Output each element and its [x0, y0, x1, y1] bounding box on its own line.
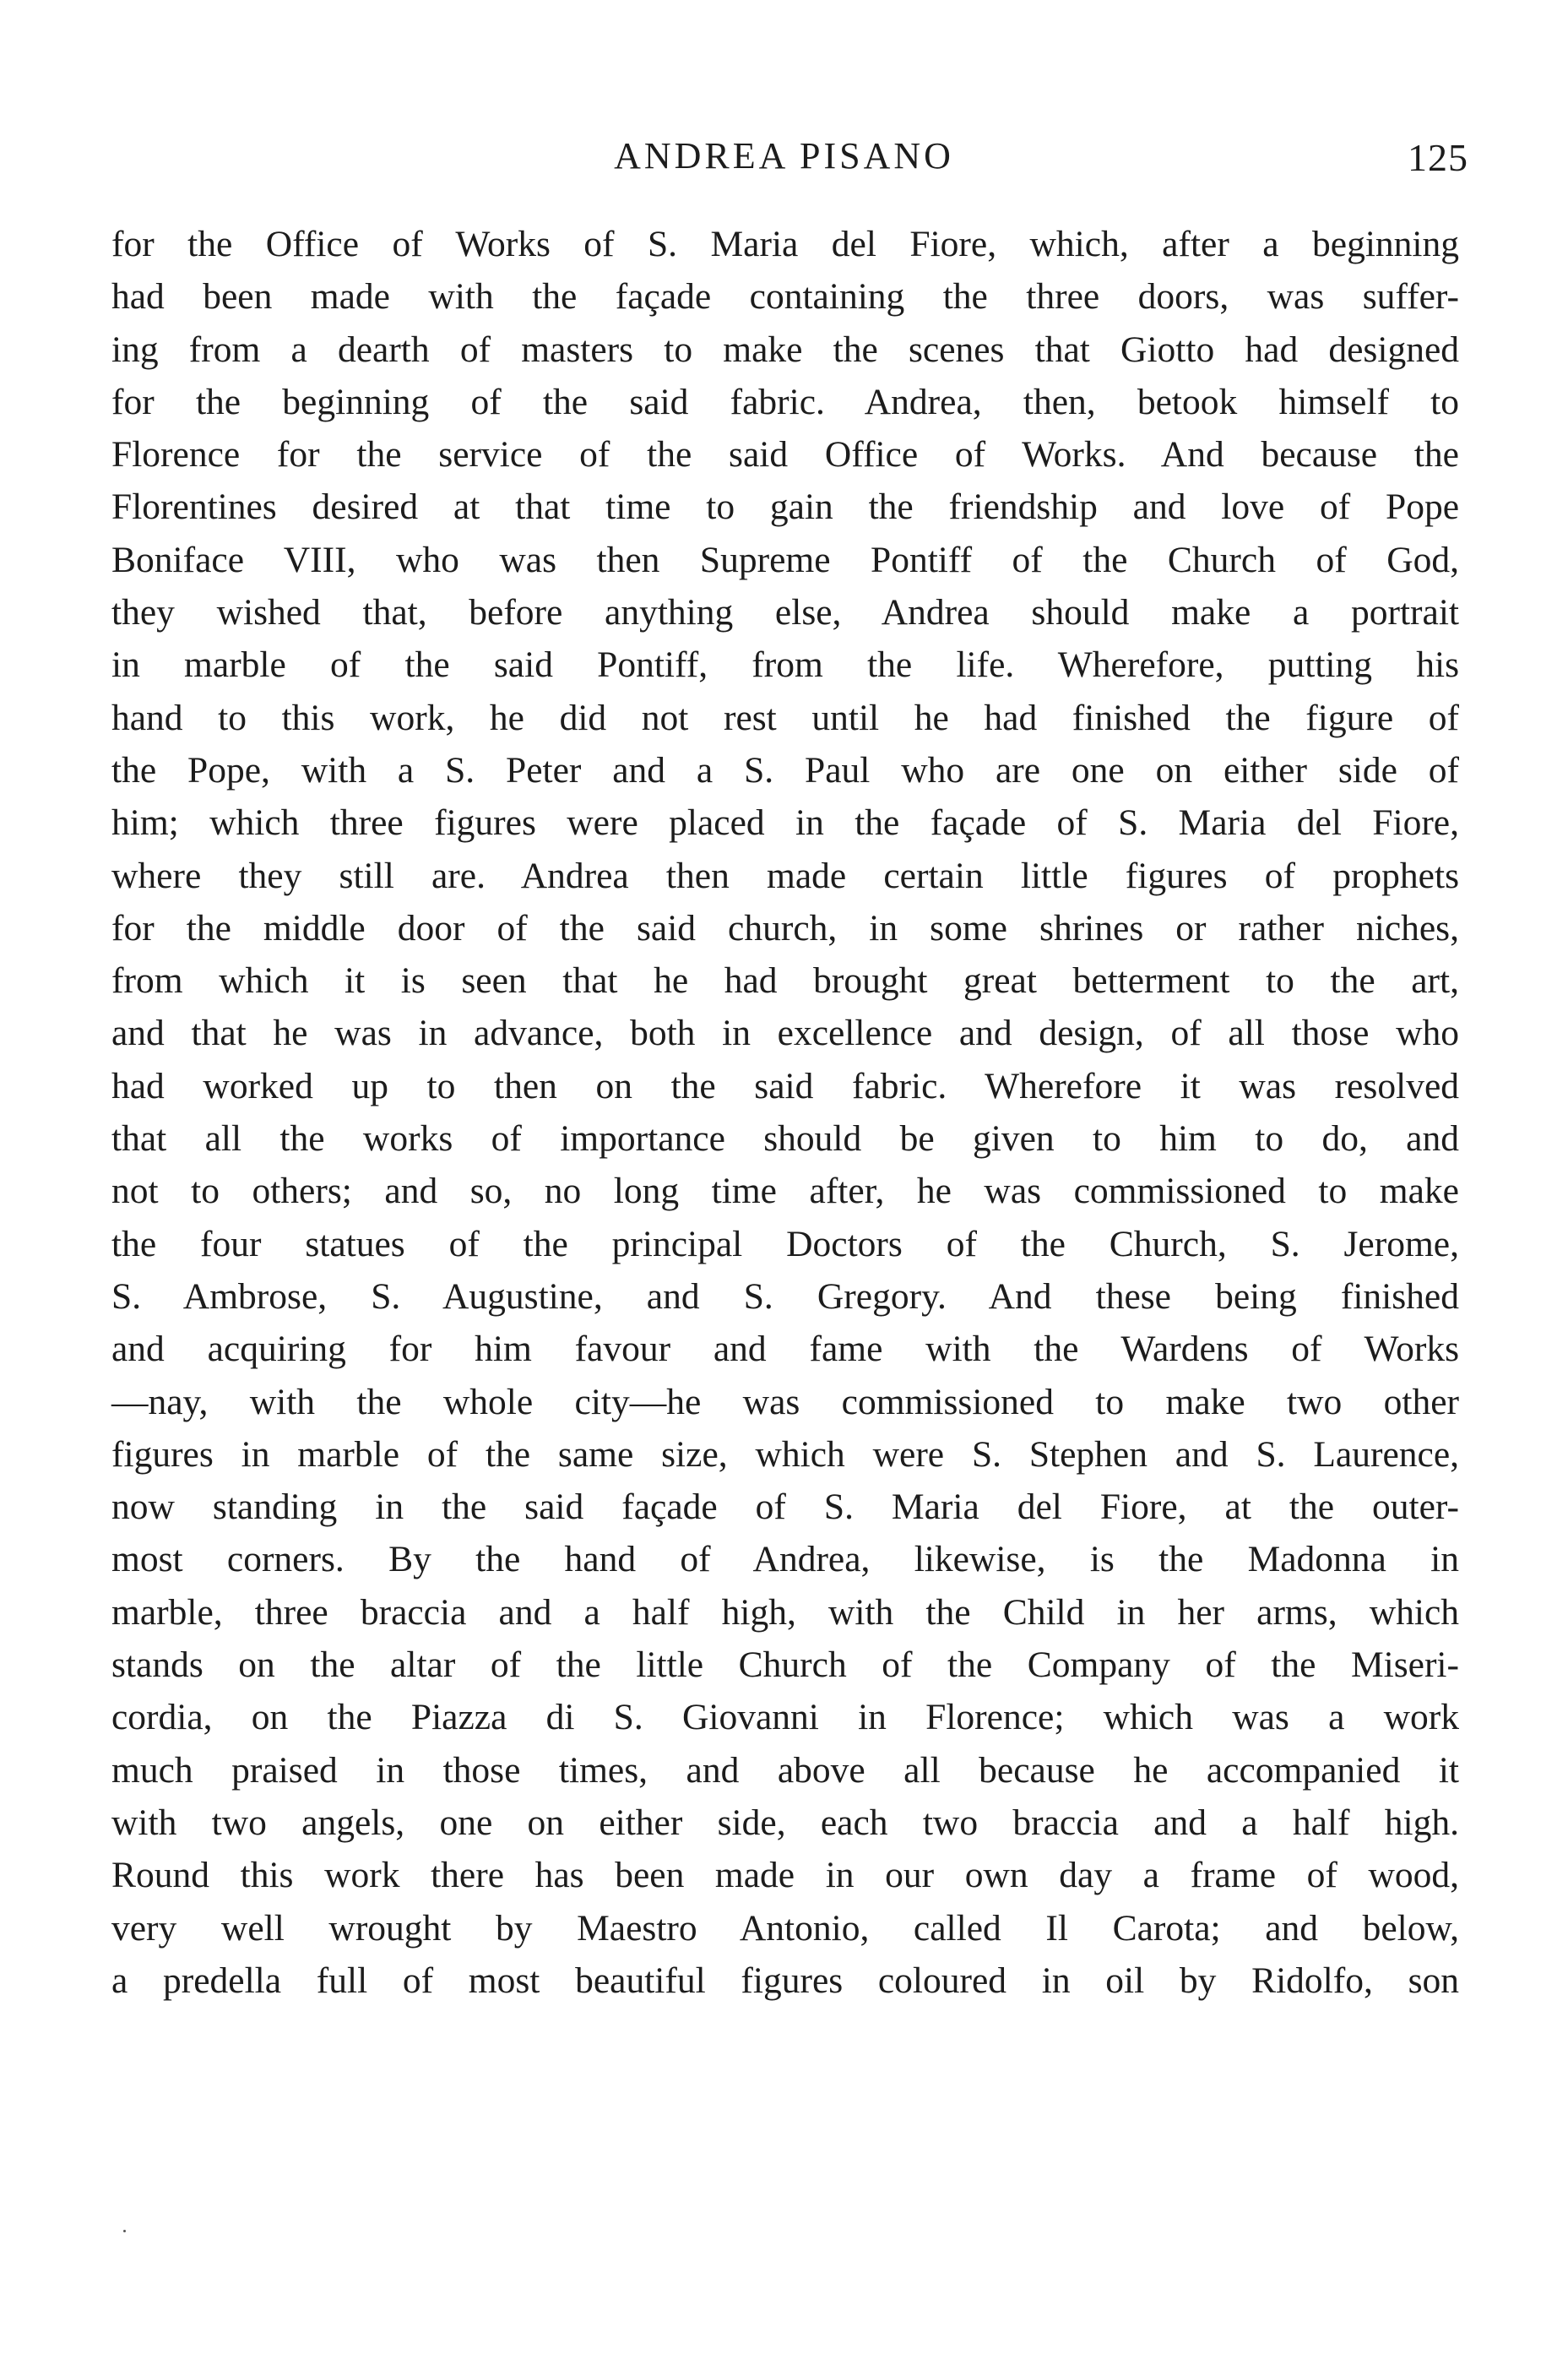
text-line: not to others; and so, no long time after, he was commissioned to make [111, 1171, 1459, 1212]
text-line: a predella full of most beautiful figures coloured in oil by Ridolfo, son [111, 1960, 1459, 2001]
text-line: Florentines desired at that time to gain the friendship and love of Pope [111, 487, 1459, 528]
text-line: and that he was in advance, both in excellence and design, of all those who [111, 1013, 1459, 1054]
text-line: stands on the altar of the little Church of the Company of the Miseri- [111, 1644, 1459, 1686]
text-line: Round this work there has been made in our own day a frame of wood, [111, 1855, 1459, 1896]
text-line: the Pope, with a S. Peter and a S. Paul who are one on either side of [111, 749, 1459, 791]
text-line: much praised in those times, and above all because he accompanied it [111, 1749, 1459, 1791]
text-line: most corners. By the hand of Andrea, likewise, is the Madonna in [111, 1539, 1459, 1580]
text-line: for the Office of Works of S. Maria del Fiore, which, after a beginning [111, 224, 1459, 264]
text-line: for the beginning of the said fabric. Andrea, then, betook himself to [111, 381, 1459, 422]
ink-speck [123, 2230, 126, 2232]
text-line: the four statues of the principal Doctors of the Church, S. Jerome, [111, 1223, 1459, 1264]
text-line: and acquiring for him favour and fame with the Wardens of Works [111, 1329, 1459, 1370]
text-line: for the middle door of the said church, in some shrines or rather niches, [111, 907, 1459, 949]
text-line: marble, three braccia and a half high, with the Child in her arms, which [111, 1591, 1459, 1633]
text-line: hand to this work, he did not rest until he had finished the figure of [111, 697, 1459, 738]
text-line: now standing in the said façade of S. Maria del Fiore, at the outer- [111, 1487, 1459, 1528]
text-line: in marble of the said Pontiff, from the life. Wherefore, putting his [111, 644, 1459, 686]
page-number: 125 [1408, 136, 1468, 179]
text-line: very well wrought by Maestro Antonio, called Il Carota; and below, [111, 1907, 1459, 1949]
text-line: had worked up to then on the said fabric. Wherefore it was resolved [111, 1065, 1459, 1106]
text-line: cordia, on the Piazza di S. Giovanni in Florence; which was a work [111, 1697, 1459, 1738]
text-line: had been made with the façade containing the three doors, was suffer- [111, 276, 1459, 318]
text-line: S. Ambrose, S. Augustine, and S. Gregory. And these being finished [111, 1275, 1459, 1317]
text-line: that all the works of importance should be given to him to do, and [111, 1118, 1459, 1160]
running-head [0, 127, 1568, 186]
text-line: they wished that, before anything else, Andrea should make a portrait [111, 592, 1459, 633]
running-title: ANDREA PISANO [614, 135, 954, 177]
text-line: where they still are. Andrea then made certain little figures of prophets [111, 855, 1459, 896]
text-line: from which it is seen that he had brought great betterment to the art, [111, 960, 1459, 1002]
text-line: Florence for the service of the said Office of Works. And because the [111, 434, 1459, 476]
text-line: figures in marble of the same size, which were S. Stephen and S. Laurence, [111, 1433, 1459, 1475]
text-line: —nay, with the whole city—he was commissioned to make two other [111, 1381, 1459, 1422]
text-line: ing from a dearth of masters to make the scenes that Giotto had designed [111, 329, 1459, 370]
text-line: him; which three figures were placed in the façade of S. Maria del Fiore, [111, 802, 1459, 844]
text-line: Boniface VIII, who was then Supreme Pontiff of the Church of God, [111, 539, 1459, 580]
text-line: with two angels, one on either side, each two braccia and a half high. [111, 1802, 1459, 1843]
body-text [111, 218, 1459, 2007]
